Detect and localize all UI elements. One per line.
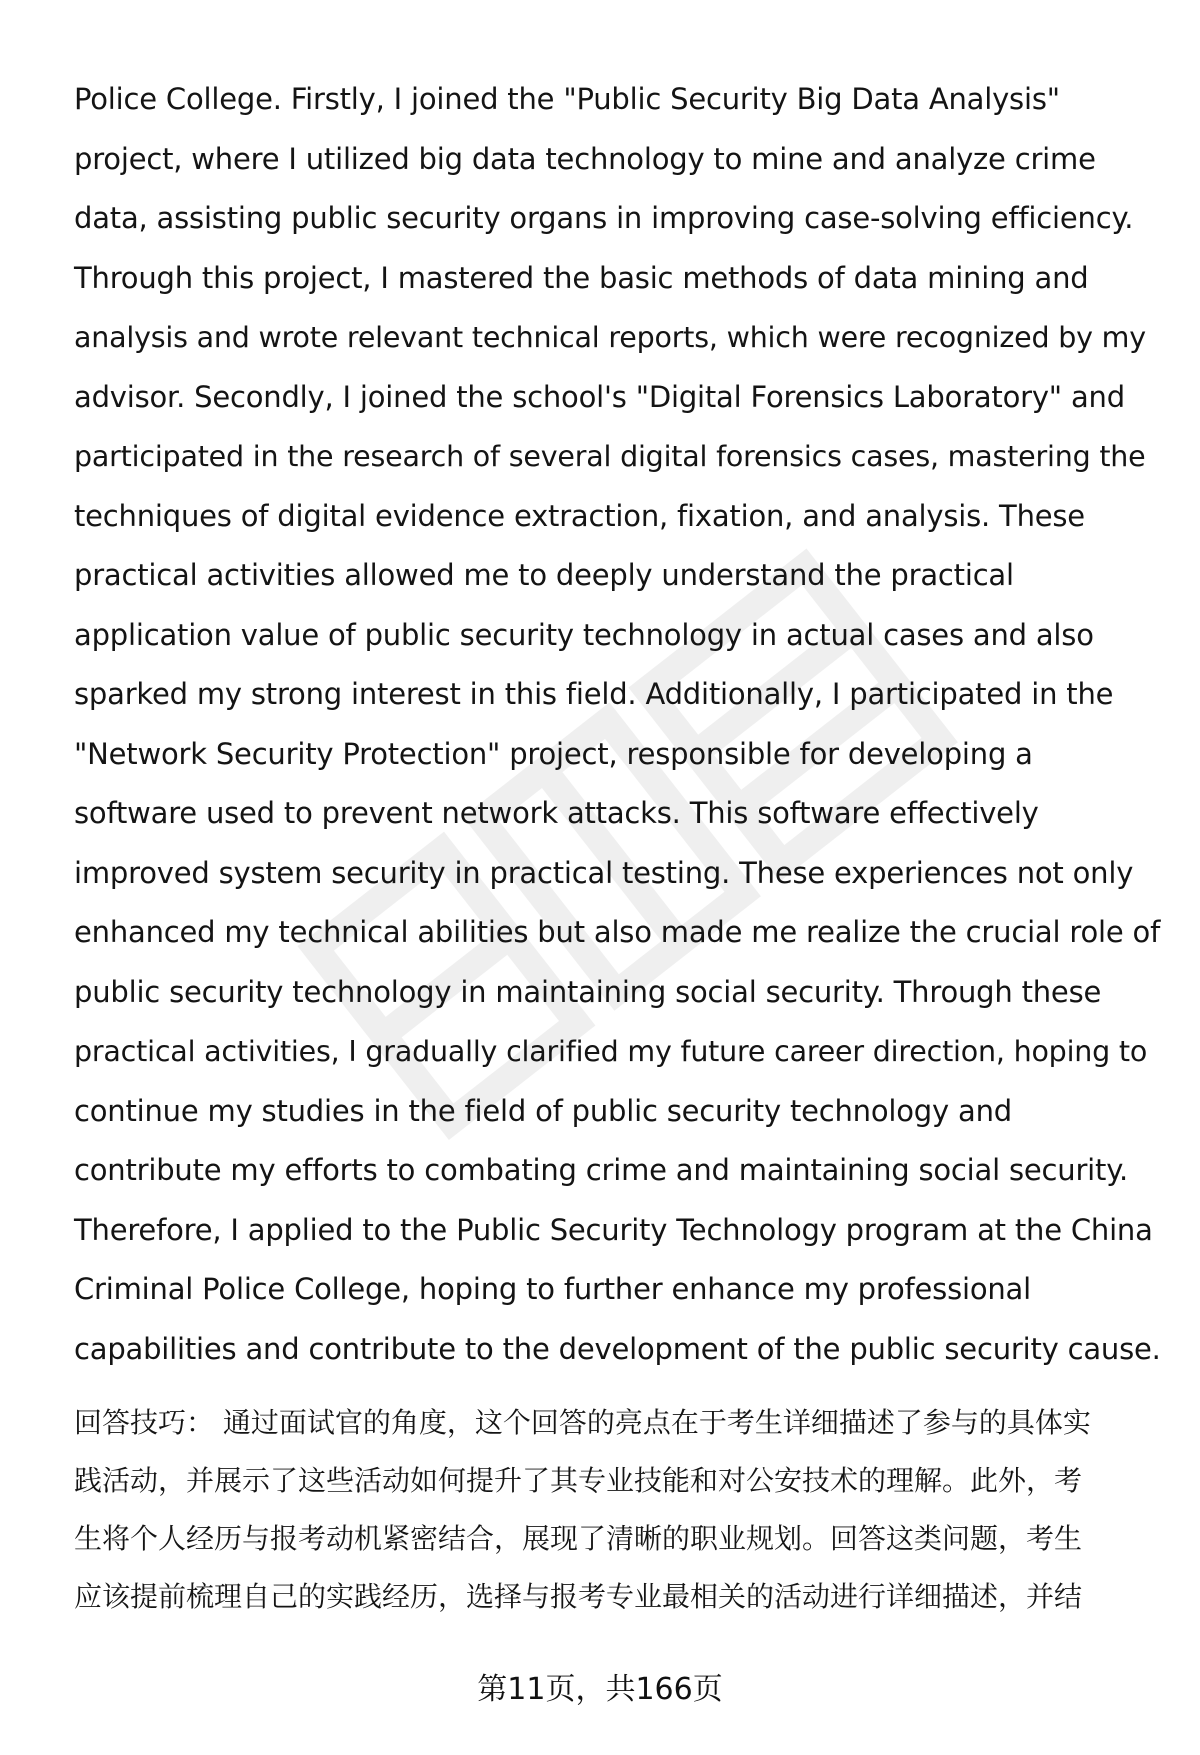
- answer-line: contribute my efforts to combating crime and maintaining social security.: [74, 1153, 1129, 1187]
- answer-line: project, where I utilized big data technology to mine and analyze crime: [74, 141, 1096, 176]
- answer-line: techniques of digital evidence extraction, fixation, and analysis. These: [74, 498, 1085, 533]
- answer-line: participated in the research of several digital forensics cases, mastering the: [74, 440, 1146, 473]
- page-number: 第11页，共166页: [477, 1672, 723, 1707]
- answer-line: enhanced my technical abilities but also made me realize the crucial role of: [74, 915, 1161, 949]
- answer-line: data, assisting public security organs in improving case-solving efficiency.: [74, 201, 1134, 235]
- answer-line: practical activities, I gradually clarified my future career direction, hoping to: [74, 1035, 1148, 1068]
- answer-line: Through this project, I mastered the basic methods of data mining and: [74, 260, 1089, 295]
- tips-line: 回答技巧： 通过面试官的角度，这个回答的亮点在于考生详细描述了参与的具体实: [74, 1406, 1091, 1439]
- answer-line: improved system security in practical testing. These experiences not only: [74, 855, 1134, 890]
- answer-line: Criminal Police College, hoping to further enhance my professional: [74, 1272, 1031, 1306]
- tips-line: 生将个人经历与报考动机紧密结合，展现了清晰的职业规划。回答这类问题，考生: [74, 1522, 1083, 1555]
- tips-line: 应该提前梳理自己的实践经历，选择与报考专业最相关的活动进行详细描述，并结: [74, 1580, 1083, 1613]
- answer-line: analysis and wrote relevant technical reports, which were recognized by my: [74, 321, 1146, 354]
- answer-line: capabilities and contribute to the development of the public security cause.: [74, 1331, 1161, 1366]
- answer-paragraph: [74, 70, 1164, 1379]
- answer-line: sparked my strong interest in this field. Additionally, I participated in the: [74, 677, 1114, 711]
- answer-line: application value of public security technology in actual cases and also: [74, 617, 1094, 652]
- answer-line: public security technology in maintaining social security. Through these: [74, 974, 1102, 1009]
- answer-line: advisor. Secondly, I joined the school's "Digital Forensics Laboratory" and: [74, 379, 1125, 414]
- tips-line: 践活动，并展示了这些活动如何提升了其专业技能和对公安技术的理解。此外，考: [74, 1464, 1083, 1497]
- answer-line: practical activities allowed me to deeply understand the practical: [74, 558, 1014, 592]
- answer-tips-paragraph: [74, 1394, 1164, 1626]
- answer-line: continue my studies in the field of public security technology and: [74, 1093, 1012, 1128]
- answer-line: Therefore, I applied to the Public Security Technology program at the China: [74, 1212, 1153, 1247]
- answer-line: Police College. Firstly, I joined the "Public Security Big Data Analysis": [74, 82, 1060, 116]
- answer-line: software used to prevent network attacks. This software effectively: [74, 796, 1039, 830]
- answer-line: "Network Security Protection" project, responsible for developing a: [74, 736, 1033, 771]
